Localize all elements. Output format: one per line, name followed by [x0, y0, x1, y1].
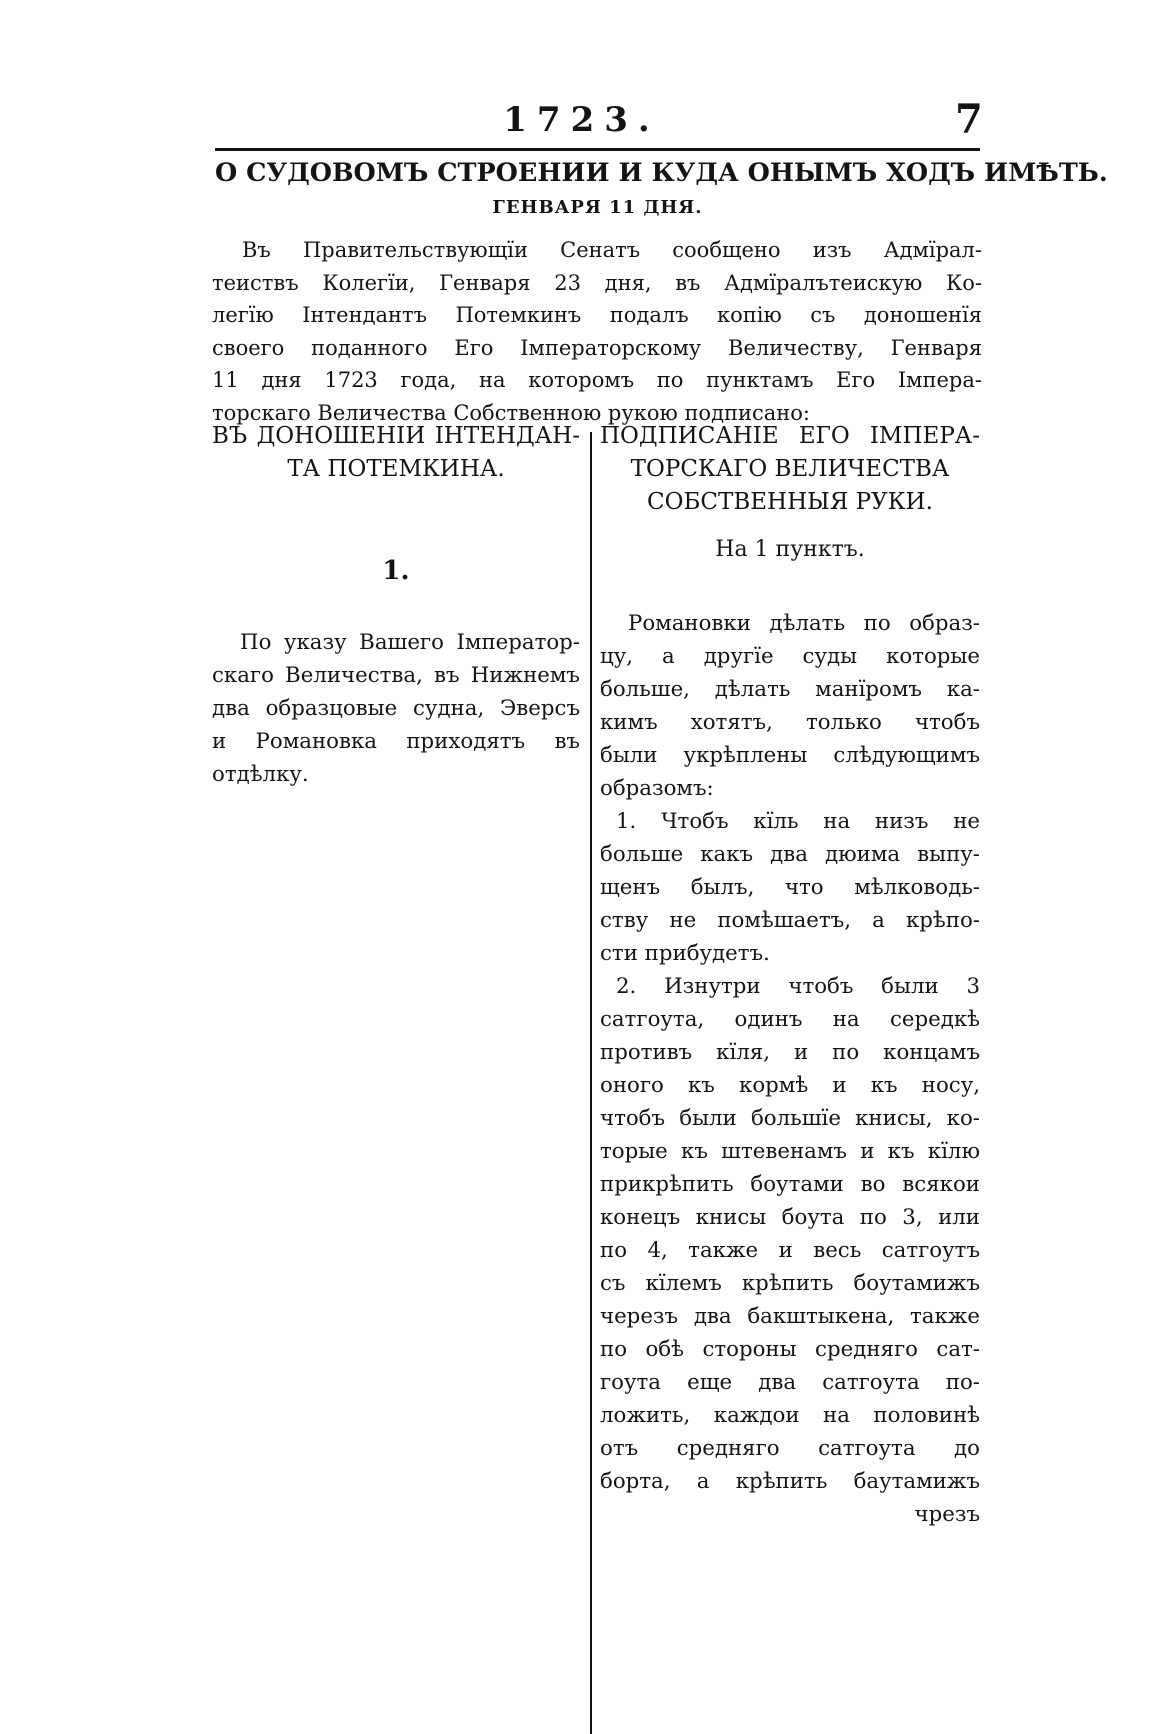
intro-line: 11 дня 1723 года, на которомъ по пунктамъ Его Імпера-	[212, 368, 982, 392]
header-rule	[215, 148, 980, 151]
left-column-heading	[212, 420, 580, 486]
body-line: и Романовка приходятъ въ	[212, 729, 580, 754]
body-line: оного къ кормѣ и къ носу,	[600, 1073, 980, 1098]
body-line: сти прибудетъ.	[600, 941, 770, 966]
right-heading-line: ПОДПИСАНІЕ ЕГО ІМПЕРА-	[600, 423, 980, 449]
body-line: съ кїлемъ крѣпить боутамижъ	[600, 1271, 980, 1296]
body-line: чтобъ были большїе книсы, ко-	[600, 1106, 980, 1131]
right-heading-line: ТОРСКАГО ВЕЛИЧЕСТВА	[630, 456, 950, 482]
catchword: чрезъ	[914, 1502, 980, 1527]
intro-line: своего поданного Его Імператорскому Величеству, Генваря	[212, 335, 982, 360]
body-line: отдѣлку.	[212, 762, 309, 787]
body-line: борта, а крѣпить баутамижъ	[600, 1469, 980, 1494]
body-line: щенъ былъ, что мѣлководь-	[600, 875, 980, 900]
body-line: были укрѣплены слѣдующимъ	[600, 743, 980, 768]
right-column-resolution	[600, 420, 980, 1531]
body-line: по 4, также и весь сатгоутъ	[600, 1238, 980, 1263]
intro-paragraph	[212, 234, 982, 429]
body-line: отъ средняго сатгоута до	[600, 1436, 980, 1461]
year-header: 1723.	[503, 100, 660, 140]
item-number: 1.	[382, 556, 410, 586]
body-line: образомъ:	[600, 776, 714, 801]
body-line: черезъ два бакштыкена, также	[600, 1304, 980, 1329]
body-line: ству не помѣшаетъ, а крѣпо-	[600, 908, 980, 933]
body-line: торые къ штевенамъ и къ кїлю	[600, 1139, 980, 1164]
body-line: по обѣ стороны средняго сат-	[600, 1337, 980, 1362]
body-line: два образцовые судна, Эверсъ	[212, 696, 580, 721]
body-line: больше какъ два дюима выпу-	[600, 842, 980, 867]
body-line: противъ кїля, и по концамъ	[600, 1040, 980, 1065]
body-line: кимъ хотятъ, только чтобъ	[600, 710, 980, 735]
section-date: ГЕНВАРЯ 11 ДНЯ.	[492, 197, 703, 218]
left-column-report	[212, 420, 580, 791]
intro-line: легїю Інтендантъ Потемкинъ подалъ копію съ доношенїя	[212, 303, 982, 327]
body-line: цу, а другїе суды которые	[600, 644, 980, 669]
body-line: скаго Величества, въ Нижнемъ	[212, 663, 580, 688]
left-column-body	[212, 626, 580, 791]
intro-line: торскаго Величества Собственною рукою подписано:	[212, 400, 810, 425]
section-title: О СУДОВОМЪ СТРОЕНИИ И КУДА ОНЫМЪ ХОДЪ ИМѢТЬ.	[215, 158, 1108, 188]
body-line: По указу Вашего Імператор-	[240, 630, 580, 655]
right-column-heading	[600, 420, 980, 519]
body-line: прикрѣпить боутами во всякои	[600, 1172, 980, 1197]
intro-line: теиствъ Колегїи, Генваря 23 дня, въ Адмїралътеискую Ко-	[212, 270, 982, 295]
body-line: гоута еще два сатгоута по-	[600, 1370, 980, 1395]
left-heading-line: ВЪ ДОНОШЕНІИ ІНТЕНДАН-	[212, 423, 580, 449]
right-column-body	[600, 607, 980, 1531]
page-number: 7	[955, 96, 983, 143]
intro-line: Въ Правительствующїи Сенатъ сообщено изъ Адмїрал-	[242, 238, 982, 262]
body-line: конецъ книсы боута по 3, или	[600, 1205, 980, 1230]
point-subheading: На 1 пунктъ.	[715, 537, 865, 562]
body-line: сатгоута, одинъ на середкѣ	[600, 1007, 980, 1032]
body-line: 2. Изнутри чтобъ были 3	[616, 974, 980, 999]
column-divider	[590, 432, 592, 1734]
body-line: ложить, каждои на половинѣ	[600, 1403, 980, 1428]
body-line: больше, дѣлать манїромъ ка-	[600, 677, 980, 702]
body-line: 1. Чтобъ кїль на низъ не	[616, 809, 980, 834]
left-heading-line: ТА ПОТЕМКИНА.	[287, 456, 505, 482]
right-heading-line: СОБСТВЕННЫЯ РУКИ.	[647, 489, 933, 515]
body-line: Романовки дѣлать по образ-	[628, 611, 980, 636]
